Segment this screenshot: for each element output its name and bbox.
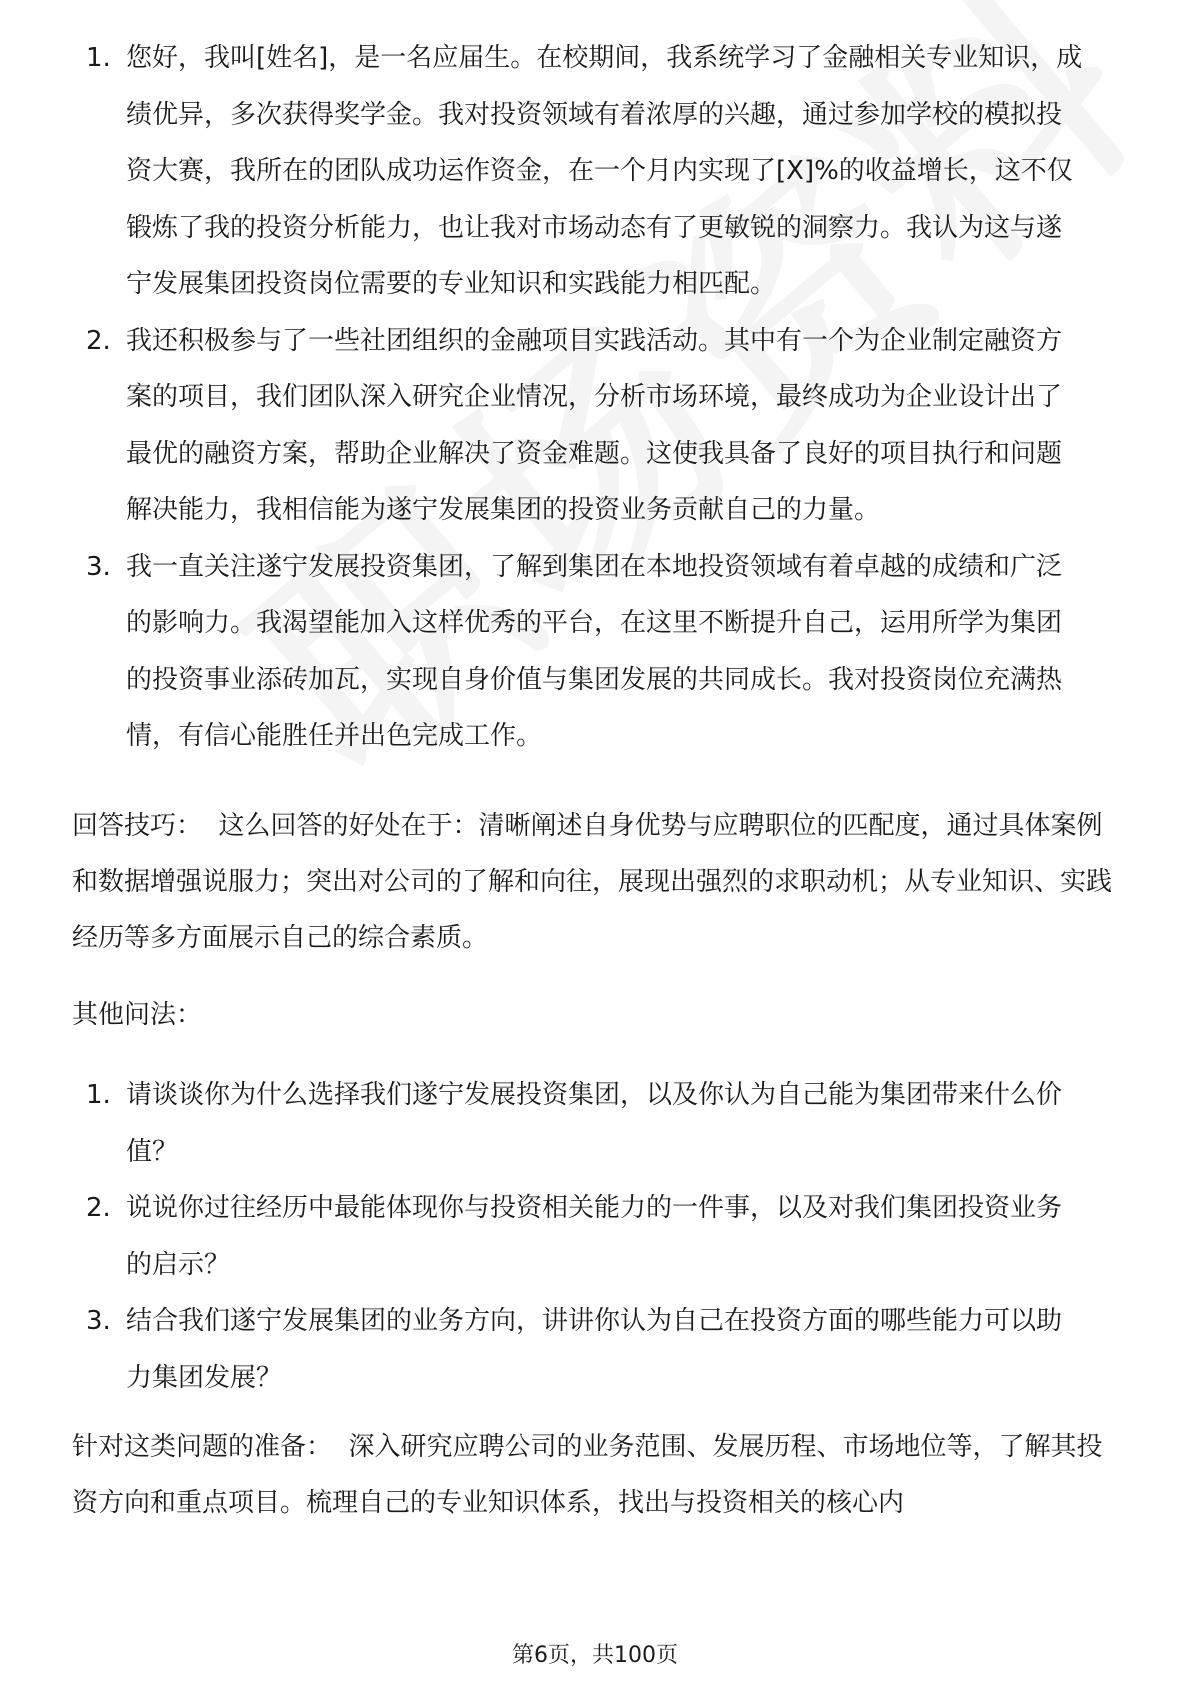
list-item-text: 我一直关注遂宁发展投资集团，了解到集团在本地投资领域有着卓越的成绩和广泛的影响力。我渴望能加入这样优秀的平台，在这里不断提升自己，运用所学为集团的投资事业添砖加瓦，实现自身价值与集团发展的共同成长。我对投资岗位充满热情，有信心能胜任并出色完成工作。 [126,551,1063,751]
tips-text: 这么回答的好处在于：清晰阐述自身优势与应聘职位的匹配度，通过具体案例和数据增强说服力；突出对公司的了解和向往，展现出强烈的求职动机；从专业知识、实践经历等多方面展示自己的综合素质。 [72,811,1113,953]
list-item-text: 我还积极参与了一些社团组织的金融项目实践活动。其中有一个为企业制定融资方案的项目，我们团队深入研究企业情况，分析市场环境，最终成功为企业设计出了最优的融资方案，帮助企业解决了资金难题。这使我具备了良好的项目执行和问题解决能力，我相信能为遂宁发展集团的投资业务贡献自己的力量。 [126,325,1063,525]
list-item [0,30,1190,313]
page-number: 第6页，共100页 [512,1643,678,1668]
list-item-index: 1. [86,1080,111,1110]
list-item [0,539,1190,765]
other-questions-heading: 其他问法： [72,1000,203,1030]
list-item [0,1067,1190,1180]
preparation-label: 针对这类问题的准备： [72,1432,333,1462]
list-item-text: 说说你过往经历中最能体现你与投资相关能力的一件事，以及对我们集团投资业务的启示？ [126,1193,1063,1280]
list-item-index: 3. [86,551,111,582]
list-item-text: 您好，我叫[姓名]，是一名应届生。在校期间，我系统学习了金融相关专业知识，成绩优异，多次获得奖学金。我对投资领域有着浓厚的兴趣，通过参加学校的模拟投资大赛，我所在的团队成功运作资金，在一个月内实现了[X]%的收益增长，这不仅锻炼了我的投资分析能力，也让我对市场动态有了更敏锐的洞察力。我认为这与遂宁发展集团投资岗位需要的专业知识和实践能力相匹配。 [126,43,1083,299]
list-item-index: 1. [86,43,111,73]
preparation-paragraph [72,1419,1112,1609]
other-questions-list [0,1067,1190,1406]
list-item-index: 2. [86,1193,111,1223]
list-item-index: 3. [86,1306,111,1336]
preparation-text: 深入研究应聘公司的业务范围、发展历程、市场地位等，了解其投资方向和重点项目。梳理自己的专业知识体系，找出与投资相关的核心内 [72,1432,1103,1518]
tips-label: 回答技巧： [72,811,203,841]
tips-paragraph [72,798,1112,966]
answer-list [0,30,1190,765]
list-item [0,1293,1190,1406]
list-item-index: 2. [86,325,111,356]
list-item-text: 请谈谈你为什么选择我们遂宁发展投资集团，以及你认为自己能为集团带来什么价值？ [126,1080,1063,1167]
list-item [0,1180,1190,1293]
list-item [0,313,1190,539]
list-item-text: 结合我们遂宁发展集团的业务方向，讲讲你认为自己在投资方面的哪些能力可以助力集团发展？ [126,1306,1063,1393]
